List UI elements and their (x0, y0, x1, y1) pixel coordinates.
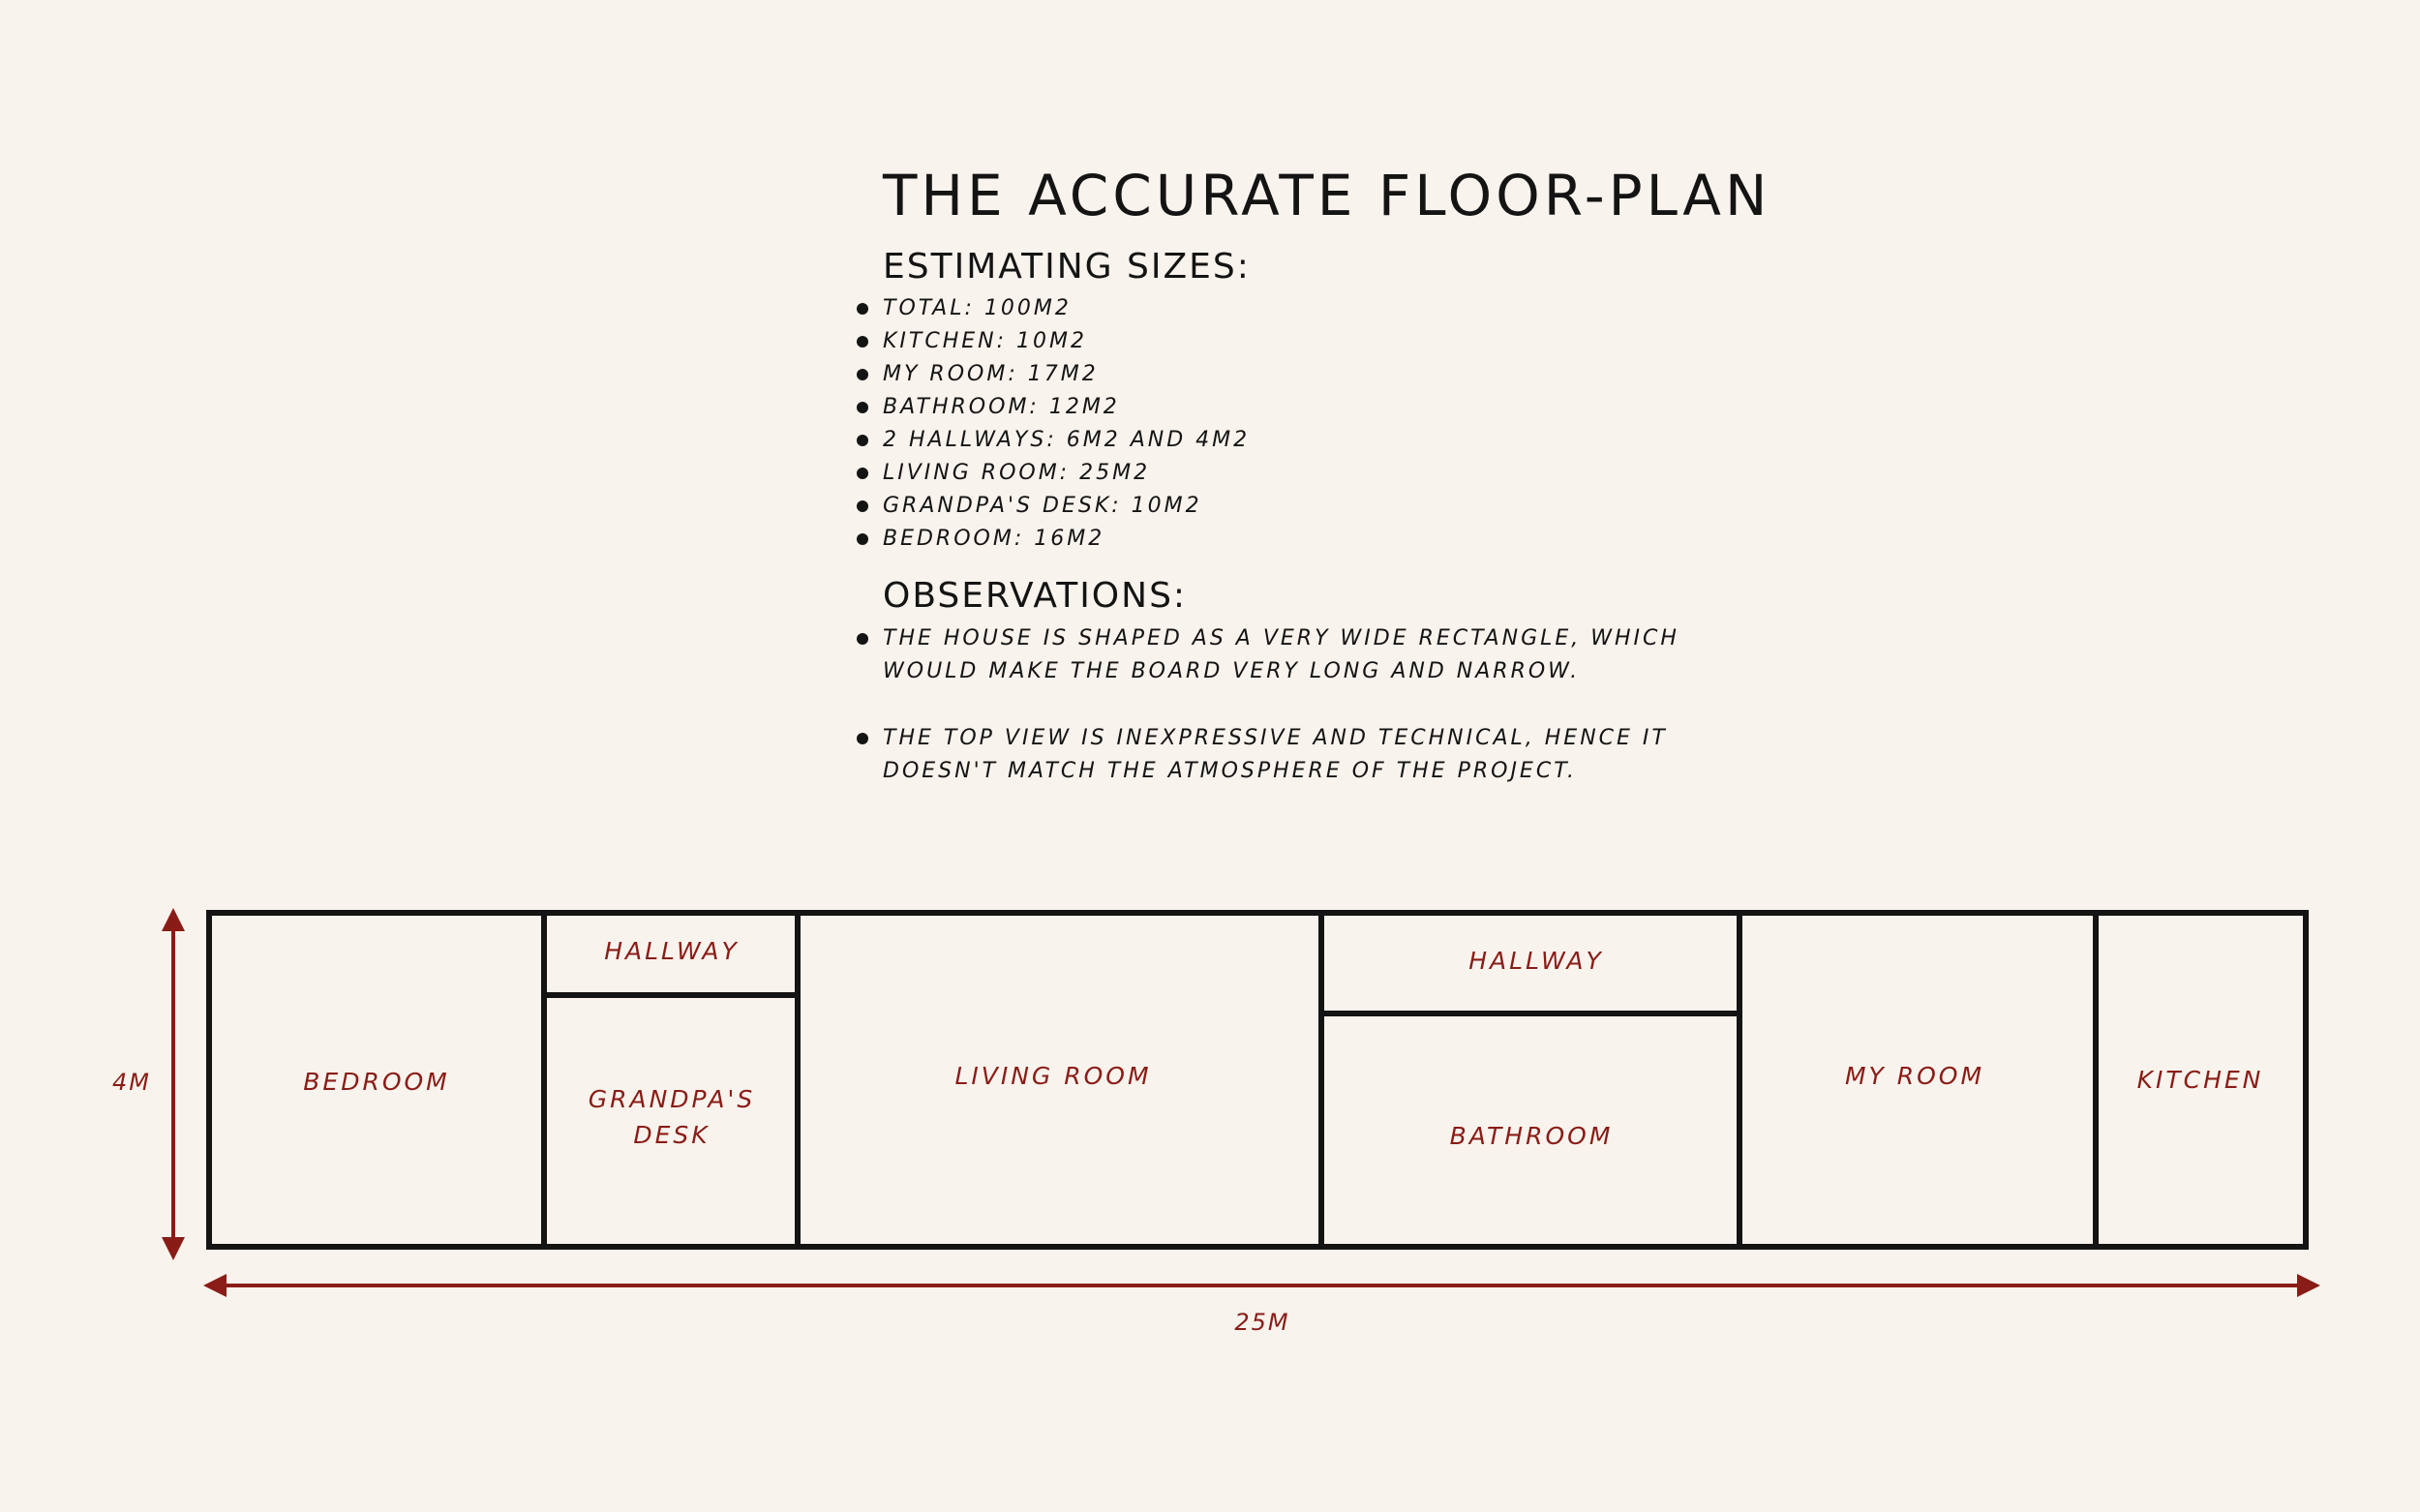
room-label-hallway-right: HALLWAY (1468, 947, 1604, 975)
room-label-living-room: LIVING ROOM (954, 1062, 1152, 1090)
house-outline (209, 913, 2306, 1247)
list-item: 2 HALLWAYS: 6M2 AND 4M2 (857, 424, 1250, 457)
sizes-heading: ESTIMATING SIZES: (883, 247, 1251, 287)
list-item: THE TOP VIEW IS INEXPRESSIVE AND TECHNICAL, HENCE IT DOESN'T MATCH THE ATMOSPHERE OF THE PROJECT. (857, 722, 1679, 788)
room-label-hallway-left: HALLWAY (604, 937, 740, 965)
list-item: TOTAL: 100M2 (857, 292, 1250, 325)
list-item: LIVING ROOM: 25M2 (857, 457, 1250, 490)
list-item: BEDROOM: 16M2 (857, 523, 1250, 556)
room-label-grandpas-desk: GRANDPA'S (588, 1085, 756, 1113)
list-item: THE HOUSE IS SHAPED AS A VERY WIDE RECTANGLE, WHICH WOULD MAKE THE BOARD VERY LONG AND NARROW. (857, 622, 1679, 688)
room-label-bedroom: BEDROOM (303, 1068, 450, 1096)
room-label-grandpas-desk-line2: DESK (633, 1121, 711, 1149)
width-label: 25M (1234, 1309, 1290, 1336)
room-label-bathroom: BATHROOM (1449, 1122, 1614, 1150)
list-item: BATHROOM: 12M2 (857, 391, 1250, 424)
room-label-my-room: MY ROOM (1844, 1062, 1985, 1090)
list-item: MY ROOM: 17M2 (857, 358, 1250, 391)
list-item: KITCHEN: 10M2 (857, 325, 1250, 358)
observations-heading: OBSERVATIONS: (883, 576, 1188, 616)
height-label: 4M (112, 1069, 151, 1096)
page-title: THE ACCURATE FLOOR-PLAN (883, 163, 1771, 228)
list-item: GRANDPA'S DESK: 10M2 (857, 490, 1250, 523)
room-label-kitchen: KITCHEN (2136, 1066, 2264, 1094)
